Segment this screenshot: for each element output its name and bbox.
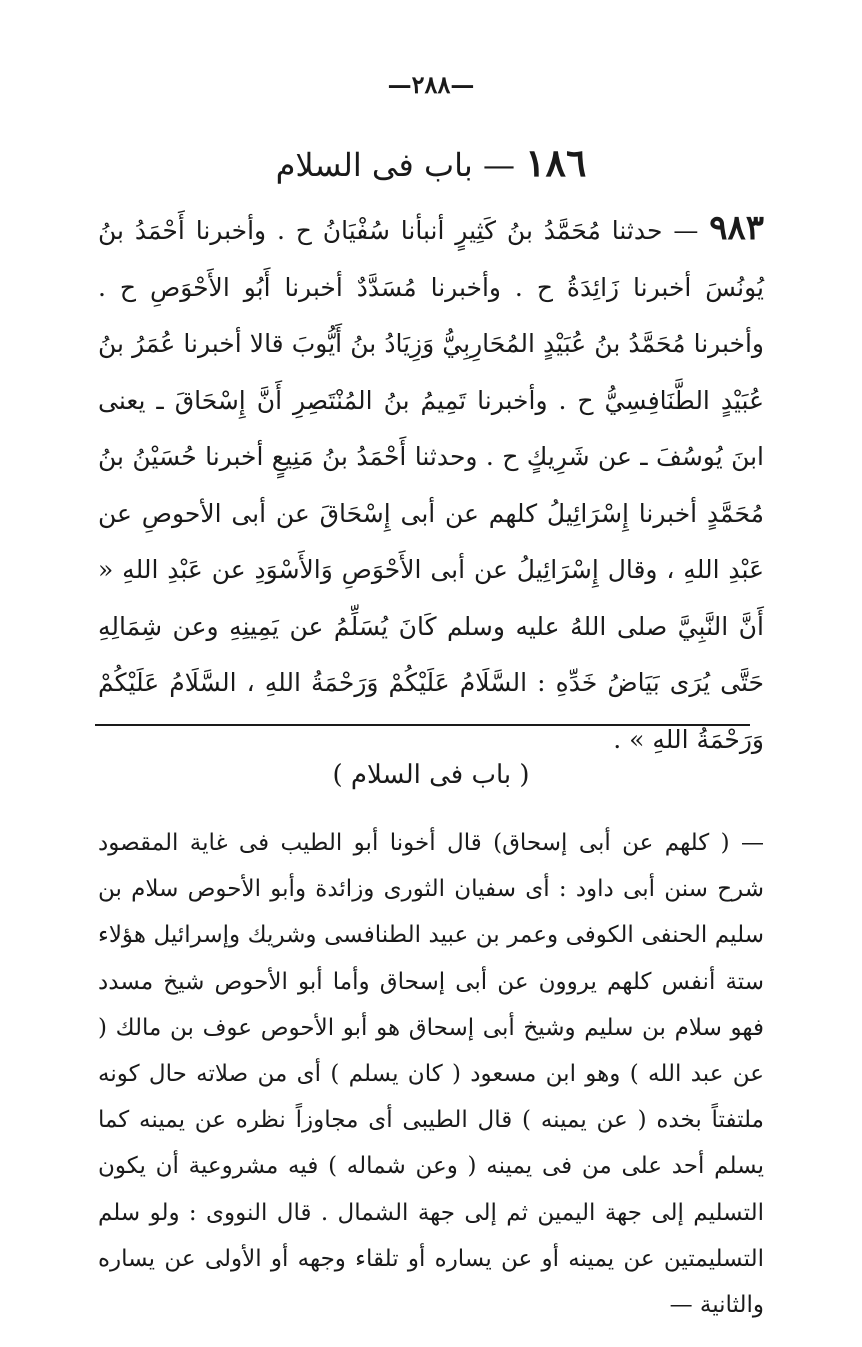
commentary-heading: ( باب فى السلام ) [332,760,530,790]
chapter-title: باب فى السلام [275,146,473,184]
chapter-heading [0,140,862,185]
hadith-number: ٩٨٣ [709,208,764,248]
chapter-number: ١٨٦ [525,140,587,185]
hadith-text-block [98,200,764,768]
chapter-separator: — [472,146,526,184]
commentary-text: — ( كلهم عن أبى إسحاق) قال أخونا أبو الطيب فى غاية المقصود شرح سنن أبى داود : أى سفيان الثورى وزائدة وأبو الأحوص سلام بن سليم الحنفى الكوفى وعمر بن عبيد الطنافسى وشريك وإسرائيل هؤلاء ستة أنفس كلهم يروون عن أبى إسحاق وأما أبو الأحوص شيخ مسدد فهو سلام بن سليم وشيخ أبى إسحاق هو أبو الأحوص عوف بن مالك ( عن عبد الله ) وهو ابن مسعود ( كان يسلم ) أى من صلاته حال كونه ملتفتاً بخده ( عن يمينه ) قال الطيبى أى مجاوزاً نظره عن يمينه كما يسلم أحد على من فى يمينه ( وعن شماله ) فيه مشروعية أن يكون التسليم إلى جهة اليمين ثم إلى جهة الشمال . قال النووى : ولو سلم التسليمتين عن يمينه أو عن يساره أو تلقاء وجهه أو الأولى عن يساره والثانية — [98,830,764,1319]
hadith-body: حدثنا مُحَمَّدُ بنُ كَثِيرٍ أنبأنا سُفْيَانُ ح . وأخبرنا أَحْمَدُ بنُ يُونُسَ أخبرنا زَائِدَةُ ح . وأخبرنا مُسَدَّدٌ أخبرنا أَبُو الأَحْوَصِ ح . وأخبرنا مُحَمَّدُ بنُ عُبَيْدٍ المُحَارِبِيُّ وَزِيَادُ بنُ أَيُّوبَ قالا أخبرنا عُمَرُ بنُ عُبَيْدٍ الطَّنَافِسِيُّ ح . وأخبرنا تَمِيمُ بنُ المُنْتَصِرِ أَنَّ إِسْحَاقَ ـ يعنى ابنَ يُوسُفَ ـ عن شَرِيكٍ ح . وحدثنا أَحْمَدُ بنُ مَنِيعٍ أخبرنا حُسَيْنُ بنُ مُحَمَّدٍ أخبرنا إِسْرَائِيلُ كلهم عن أبى إِسْحَاقَ عن أبى الأحوصِ عن عَبْدِ اللهِ ، وقال إِسْرَائِيلُ عن أبى الأَحْوَصِ وَالأَسْوَدِ عن عَبْدِ اللهِ « أَنَّ النَّبِيَّ صلى اللهُ عليه وسلم كَانَ يُسَلِّمُ عن يَمِينِهِ وعن شِمَالِهِ حَتَّى يُرَى بَيَاضُ خَدِّهِ : السَّلَامُ عَلَيْكُمْ وَرَحْمَةُ اللهِ ، السَّلَامُ عَلَيْكُمْ وَرَحْمَةُ اللهِ » . [98,216,764,754]
page-number: —٢٨٨— [387,70,475,99]
hadith-separator: — [662,216,710,245]
footnote-divider [95,724,750,726]
